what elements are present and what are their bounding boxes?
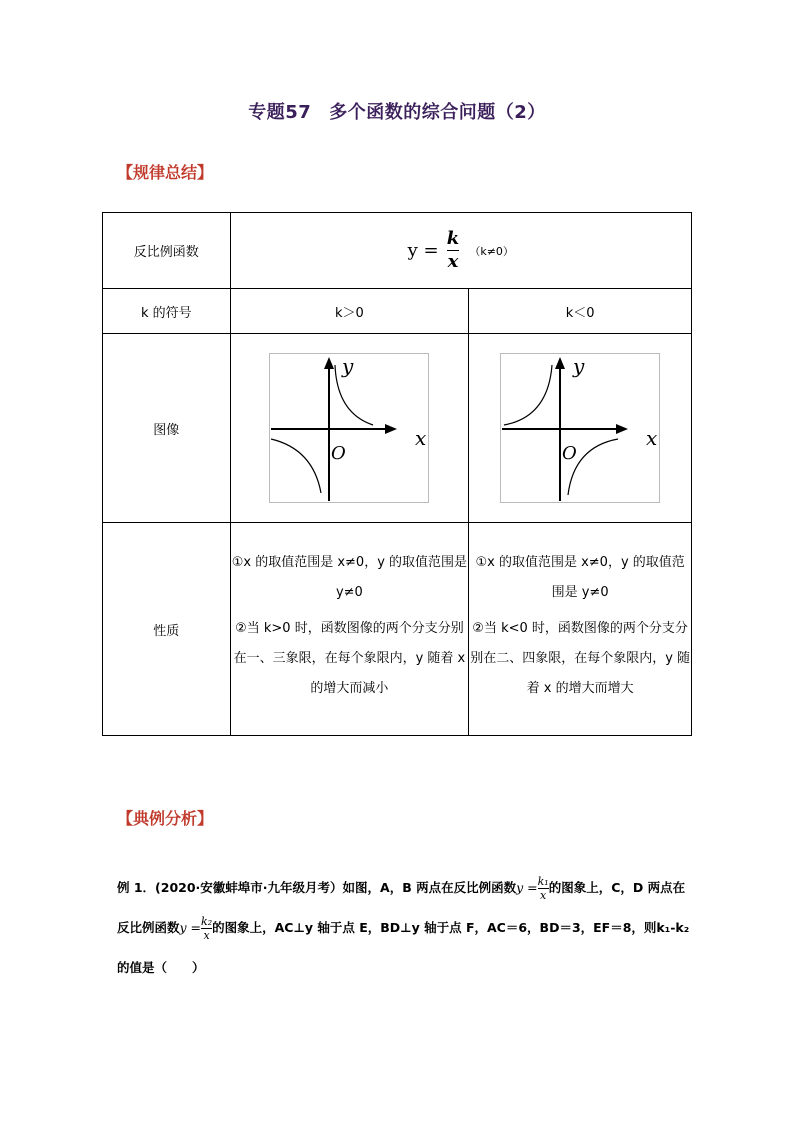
row-label-k-sign: k 的符号 [103, 289, 231, 334]
graph-cell-positive [230, 334, 469, 523]
example-f2-lhs: y = [179, 920, 202, 935]
example-f2-fraction [201, 915, 212, 942]
x-axis-arrow-icon [385, 424, 397, 434]
x-axis-arrow-icon [616, 424, 628, 434]
y-axis-arrow-icon [324, 357, 334, 369]
page-title [0, 98, 794, 124]
y-axis-label: y [573, 354, 585, 378]
formula-cell [230, 213, 691, 289]
property-domain-negative: ①x 的取值范围是 x≠0，y 的取值范围是 y≠0 [475, 555, 685, 600]
example-f1-lhs: y = [516, 880, 538, 895]
property-domain-positive: ①x 的取值范围是 x≠0，y 的取值范围是 y≠0 [231, 555, 468, 600]
hyperbola-branch-q2 [504, 365, 552, 425]
k-negative-label: k＜0 [469, 289, 692, 334]
formula-denominator: x [447, 251, 459, 272]
example-mid1: 的图象上，C，D 两点在反比例函数 [117, 880, 686, 935]
y-axis-label: y [342, 354, 354, 378]
formula-numerator: k [446, 228, 460, 249]
hyperbola-branch-q1 [335, 365, 373, 425]
title-text: 多个函数的综合问题（2） [329, 102, 546, 123]
row-label-function: 反比例函数 [103, 213, 231, 289]
hyperbola-branch-q3 [271, 439, 321, 493]
origin-label: O [562, 443, 577, 464]
example-f2-numerator: k₂ [201, 915, 213, 928]
properties-k-positive [230, 523, 469, 736]
example-k-difference: k₁-k₂ [656, 920, 690, 935]
origin-label: O [331, 443, 347, 464]
example-f1-numerator: k₁ [537, 875, 549, 888]
example-mid2: 的图象上，AC⊥y 轴于点 E，BD⊥y 轴于点 F，AC＝6，BD＝3，EF＝8，则 [212, 920, 657, 935]
example-f2-denominator: x [203, 929, 210, 942]
example-f1-denominator: x [540, 889, 547, 902]
graph-cell-negative [469, 334, 692, 523]
formula-condition: （k≠0） [469, 244, 514, 258]
graph-k-negative [500, 353, 660, 503]
formula-lhs: y = [407, 240, 439, 261]
example-f1-fraction [538, 875, 549, 902]
property-quadrant-negative: ②当 k<0 时，函数图像的两个分支分别在二、四象限，在每个象限内，y 随着 x 的增大而增大 [470, 621, 691, 696]
summary-table [102, 212, 692, 736]
title-number: 专题57 [248, 102, 312, 123]
example-prefix: 例 1．(2020·安徽蚌埠市·九年级月考）如图，A，B 两点在反比例函数 [117, 880, 517, 895]
example-1-text [117, 868, 692, 988]
x-axis-label: x [415, 426, 427, 450]
x-axis-label: x [646, 426, 658, 450]
k-positive-label: k＞0 [230, 289, 469, 334]
graph-k-positive [269, 353, 429, 503]
properties-k-negative [469, 523, 692, 736]
section-heading-examples: 【典例分析】 [117, 809, 214, 828]
row-label-graph: 图像 [103, 334, 231, 523]
section-heading-summary: 【规律总结】 [117, 163, 214, 182]
property-quadrant-positive: ②当 k>0 时，函数图像的两个分支分别在一、三象限，在每个象限内，y 随着 x 的增大而减小 [233, 621, 466, 696]
y-axis-arrow-icon [555, 357, 565, 369]
example-suffix: 的值是（ ） [117, 960, 205, 975]
row-label-properties: 性质 [103, 523, 231, 736]
formula-fraction [447, 229, 459, 272]
